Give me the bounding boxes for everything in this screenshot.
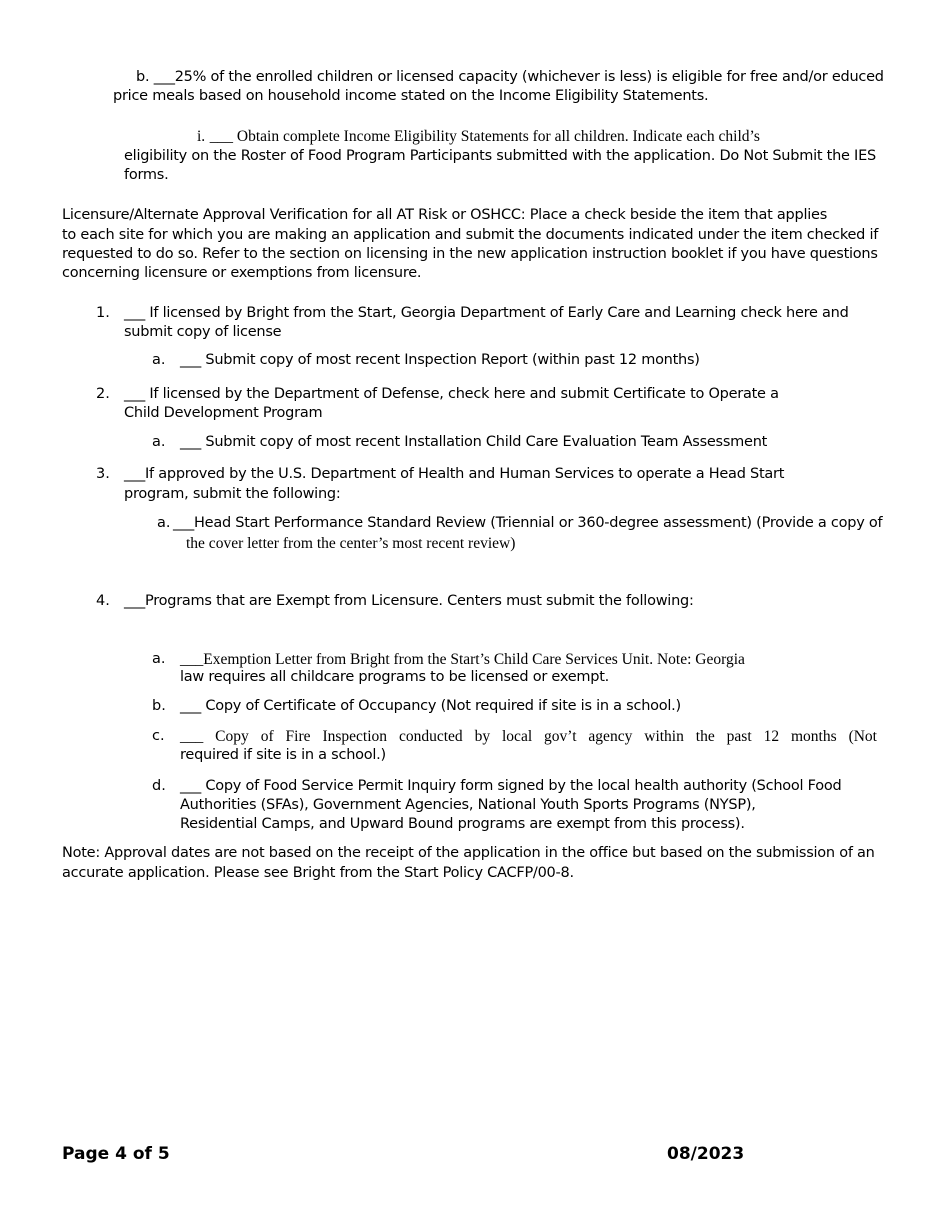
page-number: Page 4 of 5 bbox=[62, 1144, 170, 1164]
income-item-i-line3: forms. bbox=[124, 167, 169, 183]
item-1-line1: ___ If licensed by Bright from the Start, Georgia Department of Early Care and Learning check here and bbox=[124, 305, 849, 321]
item-1-line2: submit copy of license bbox=[124, 324, 282, 340]
item-3-number: 3. bbox=[96, 466, 110, 482]
item-2-line2: Child Development Program bbox=[124, 405, 323, 421]
item-4c-line2: required if site is in a school.) bbox=[180, 747, 386, 763]
item-4d-line2: Authorities (SFAs), Government Agencies, National Youth Sports Programs (NYSP), bbox=[180, 797, 756, 813]
income-item-b-text: ___25% of the enrolled children or licensed capacity (whichever is less) is eligible for free and/or educed bbox=[153, 69, 884, 85]
item-4c-line1: ___ Copy of Fire Inspection conducted by local gov’t agency within the past 12 months (Not bbox=[180, 728, 877, 745]
item-1a-text: ___ Submit copy of most recent Inspection Report (within past 12 months) bbox=[180, 352, 700, 368]
licensure-intro-line3: requested to do so. Refer to the section on licensing in the new application instruction booklet if you have questions bbox=[62, 246, 878, 262]
item-4a-line2: law requires all childcare programs to be licensed or exempt. bbox=[180, 669, 610, 685]
revision-date: 08/2023 bbox=[667, 1144, 745, 1164]
item-2a-label: a. bbox=[152, 434, 166, 450]
item-4b-text: ___ Copy of Certificate of Occupancy (Not required if site is in a school.) bbox=[180, 698, 681, 714]
income-item-i-label: i. bbox=[197, 128, 206, 145]
item-2-line1: ___ If licensed by the Department of Defense, check here and submit Certificate to Operate a bbox=[124, 386, 779, 402]
item-3a-label: a. bbox=[157, 515, 171, 531]
income-item-b-line2: price meals based on household income stated on the Income Eligibility Statements. bbox=[113, 88, 709, 104]
income-item-b bbox=[136, 68, 884, 87]
item-3-line1: ___If approved by the U.S. Department of Health and Human Services to operate a Head Start bbox=[124, 466, 785, 482]
item-2-number: 2. bbox=[96, 386, 110, 402]
item-4a-label: a. bbox=[152, 651, 166, 667]
licensure-intro-line1: Licensure/Alternate Approval Verification for all AT Risk or OSHCC: Place a check beside the item that applies bbox=[62, 207, 828, 223]
note-line2: accurate application. Please see Bright from the Start Policy CACFP/00-8. bbox=[62, 865, 574, 881]
item-2a-text: ___ Submit copy of most recent Installation Child Care Evaluation Team Assessment bbox=[180, 434, 768, 450]
item-4-line1: ___Programs that are Exempt from Licensure. Centers must submit the following: bbox=[124, 593, 694, 609]
licensure-intro-line4: concerning licensure or exemptions from licensure. bbox=[62, 265, 422, 281]
item-1-number: 1. bbox=[96, 305, 110, 321]
income-item-b-label: b. bbox=[136, 69, 150, 85]
item-4d-line3: Residential Camps, and Upward Bound programs are exempt from this process). bbox=[180, 816, 745, 832]
item-3-line2: program, submit the following: bbox=[124, 486, 341, 502]
income-item-i bbox=[197, 127, 760, 147]
income-item-i-text: ___ Obtain complete Income Eligibility Statements for all children. Indicate each child’s bbox=[209, 128, 760, 145]
item-3a-line2: the cover letter from the center’s most recent review) bbox=[186, 535, 516, 552]
note-line1: Note: Approval dates are not based on the receipt of the application in the office but based on the submission of an bbox=[62, 845, 875, 861]
licensure-intro-line2: to each site for which you are making an application and submit the documents indicated under the item checked if bbox=[62, 227, 879, 243]
item-4a-line1: ___Exemption Letter from Bright from the Start’s Child Care Services Unit. Note: Georgia bbox=[180, 651, 745, 668]
item-1a-label: a. bbox=[152, 352, 166, 368]
item-4-number: 4. bbox=[96, 593, 110, 609]
item-4d-line1: ___ Copy of Food Service Permit Inquiry form signed by the local health authority (School Food bbox=[180, 778, 842, 794]
income-item-i-line2: eligibility on the Roster of Food Program Participants submitted with the application. Do Not Submit the IES bbox=[124, 148, 876, 164]
item-4c-label: c. bbox=[152, 728, 165, 744]
item-4d-label: d. bbox=[152, 778, 166, 794]
item-3a-line1: ___Head Start Performance Standard Review (Triennial or 360-degree assessment) (Provide a copy of bbox=[173, 515, 883, 531]
item-4b-label: b. bbox=[152, 698, 166, 714]
